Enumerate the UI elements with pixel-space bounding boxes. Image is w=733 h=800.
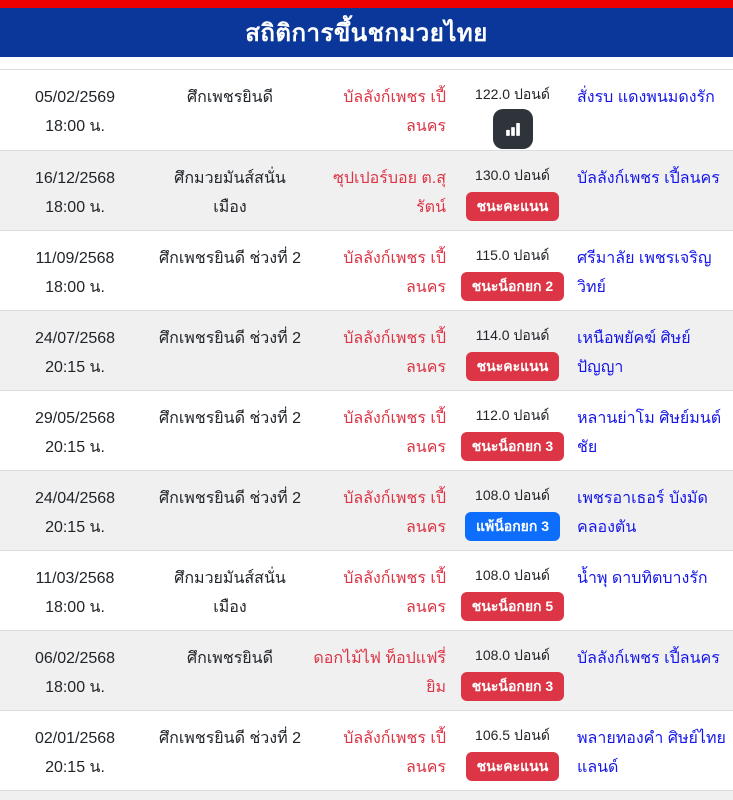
opponent-cell <box>575 711 733 790</box>
fight-time: 18:00 น. <box>45 599 105 616</box>
fight-weight: 112.0 ปอนด์ <box>475 407 550 423</box>
fight-row <box>0 230 733 310</box>
result-cell <box>450 311 575 390</box>
fight-date: 02/01/2568 <box>34 730 116 747</box>
fight-stats-table <box>0 69 733 790</box>
fight-row <box>0 630 733 710</box>
event-cell <box>150 70 310 150</box>
event-cell <box>150 391 310 470</box>
result-cell <box>450 70 575 150</box>
fight-row <box>0 69 733 150</box>
fight-row <box>0 390 733 470</box>
win-badge: ชนะคะแนน <box>466 752 560 781</box>
win-badge: ชนะน็อกยก 2 <box>461 272 564 301</box>
fight-date: 11/09/2568 <box>35 250 115 267</box>
event-name: ศึกเพชรยินดี <box>186 89 273 106</box>
fight-date: 24/04/2568 <box>34 490 116 507</box>
event-cell <box>150 151 310 230</box>
result-cell <box>450 151 575 230</box>
fight-weight: 114.0 ปอนด์ <box>475 327 550 343</box>
fighter-name-link[interactable]: บัลลังก์เพชร เปี้ลนคร <box>343 330 446 376</box>
fight-table-body <box>0 69 733 790</box>
fighter-cell <box>310 311 450 390</box>
fight-row <box>0 470 733 550</box>
fight-time: 20:15 น. <box>45 359 105 376</box>
fight-weight: 130.0 ปอนด์ <box>475 167 550 183</box>
fighter-cell <box>310 231 450 310</box>
fighter-name-link[interactable]: บัลลังก์เพชร เปี้ลนคร <box>343 570 446 616</box>
fight-weight: 108.0 ปอนด์ <box>475 487 550 503</box>
fight-date: 16/12/2568 <box>34 170 116 187</box>
fight-weight: 108.0 ปอนด์ <box>475 647 550 663</box>
date-cell <box>0 231 150 310</box>
fight-time: 20:15 น. <box>45 519 105 536</box>
result-cell <box>450 231 575 310</box>
result-cell <box>450 631 575 710</box>
fighter-cell <box>310 631 450 710</box>
opponent-cell <box>575 231 733 310</box>
event-cell <box>150 551 310 630</box>
fight-date: 05/02/2569 <box>34 89 116 106</box>
event-name: ศึกเพชรยินดี ช่วงที่ 2 <box>158 490 301 507</box>
fight-weight: 115.0 ปอนด์ <box>475 247 550 263</box>
date-cell <box>0 311 150 390</box>
event-cell <box>150 711 310 790</box>
date-cell <box>0 151 150 230</box>
fight-time: 18:00 น. <box>45 199 105 216</box>
event-name: ศึกเพชรยินดี ช่วงที่ 2 <box>158 410 301 427</box>
fight-time: 18:00 น. <box>45 679 105 696</box>
fight-time: 18:00 น. <box>45 279 105 296</box>
date-cell <box>0 551 150 630</box>
fighter-cell <box>310 151 450 230</box>
opponent-cell <box>575 551 733 630</box>
fight-time: 20:15 น. <box>45 439 105 456</box>
event-cell <box>150 231 310 310</box>
fight-date: 11/03/2568 <box>35 570 115 587</box>
fight-date: 29/05/2568 <box>34 410 116 427</box>
opponent-name-link[interactable]: หลานย่าโม ศิษย์มนต์ชัย <box>577 410 722 456</box>
fight-row <box>0 710 733 790</box>
opponent-cell <box>575 70 733 150</box>
page-title: สถิติการขึ้นชกมวยไทย <box>245 20 488 47</box>
event-cell <box>150 471 310 550</box>
top-stripe <box>0 0 733 8</box>
opponent-name-link[interactable]: ศรีมาลัย เพชรเจริญวิทย์ <box>577 250 712 296</box>
fight-time: 20:15 น. <box>45 759 105 776</box>
fighter-name-link[interactable]: บัลลังก์เพชร เปี้ลนคร <box>343 490 446 536</box>
fight-time: 18:00 น. <box>45 118 105 135</box>
opponent-name-link[interactable]: เหนือพยัคฆ์ ศิษย์ปัญญา <box>577 330 691 376</box>
opponent-name-link[interactable]: เพชรอาเธอร์ บังมัดคลองตัน <box>577 490 708 536</box>
fighter-cell <box>310 471 450 550</box>
event-name: ศึกเพชรยินดี ช่วงที่ 2 <box>158 250 301 267</box>
date-cell <box>0 711 150 790</box>
opponent-cell <box>575 151 733 230</box>
fighter-name-link[interactable]: บัลลังก์เพชร เปี้ลนคร <box>343 89 446 135</box>
next-row-edge <box>0 790 733 800</box>
win-badge: ชนะน็อกยก 5 <box>461 592 564 621</box>
event-name: ศึกเพชรยินดี ช่วงที่ 2 <box>158 330 301 347</box>
event-cell <box>150 631 310 710</box>
date-cell <box>0 391 150 470</box>
event-name: ศึกเพชรยินดี ช่วงที่ 2 <box>158 730 301 747</box>
opponent-name-link[interactable]: น้ำพุ ดาบทิตบางรัก <box>577 570 708 587</box>
fight-date: 24/07/2568 <box>34 330 116 347</box>
bar-chart-icon[interactable] <box>493 109 533 149</box>
fight-date: 06/02/2568 <box>34 650 116 667</box>
opponent-cell <box>575 471 733 550</box>
fighter-cell <box>310 70 450 150</box>
result-cell <box>450 711 575 790</box>
date-cell <box>0 471 150 550</box>
event-name: ศึกมวยมันส์สนั่นเมือง <box>174 170 286 216</box>
fighter-name-link[interactable]: บัลลังก์เพชร เปี้ลนคร <box>343 730 446 776</box>
result-cell <box>450 391 575 470</box>
event-cell <box>150 311 310 390</box>
result-cell <box>450 471 575 550</box>
fight-weight: 106.5 ปอนด์ <box>475 727 550 743</box>
opponent-name-link[interactable]: พลายทองคำ ศิษย์ไทยแลนด์ <box>577 730 726 776</box>
win-badge: ชนะน็อกยก 3 <box>461 432 564 461</box>
fighter-name-link[interactable]: บัลลังก์เพชร เปี้ลนคร <box>343 410 446 456</box>
opponent-cell <box>575 391 733 470</box>
fight-weight: 108.0 ปอนด์ <box>475 567 550 583</box>
opponent-name-link[interactable]: สั่งรบ แดงพนมดงรัก <box>577 89 715 106</box>
event-name: ศึกมวยมันส์สนั่นเมือง <box>174 570 286 616</box>
result-cell <box>450 551 575 630</box>
fighter-name-link[interactable]: ซุปเปอร์บอย ต.สุรัตน์ <box>332 170 446 216</box>
opponent-cell <box>575 311 733 390</box>
fighter-name-link[interactable]: บัลลังก์เพชร เปี้ลนคร <box>343 250 446 296</box>
event-name: ศึกเพชรยินดี <box>186 650 273 667</box>
fight-row <box>0 550 733 630</box>
page-header <box>0 8 733 57</box>
fighter-cell <box>310 711 450 790</box>
win-badge: ชนะคะแนน <box>466 192 560 221</box>
opponent-name-link[interactable]: บัลลังก์เพชร เปี้ลนคร <box>577 170 720 187</box>
fight-row <box>0 150 733 230</box>
opponent-name-link[interactable]: บัลลังก์เพชร เปี้ลนคร <box>577 650 720 667</box>
loss-badge: แพ้น็อกยก 3 <box>465 512 560 541</box>
date-cell <box>0 70 150 150</box>
fighter-cell <box>310 551 450 630</box>
opponent-cell <box>575 631 733 710</box>
fighter-cell <box>310 391 450 470</box>
fight-row <box>0 310 733 390</box>
date-cell <box>0 631 150 710</box>
fight-weight: 122.0 ปอนด์ <box>475 86 550 102</box>
bar-chart-glyph <box>502 118 524 140</box>
fighter-name-link[interactable]: ดอกไม้ไฟ ท็อปแฟรี่ยิม <box>313 650 446 696</box>
win-badge: ชนะน็อกยก 3 <box>461 672 564 701</box>
win-badge: ชนะคะแนน <box>466 352 560 381</box>
